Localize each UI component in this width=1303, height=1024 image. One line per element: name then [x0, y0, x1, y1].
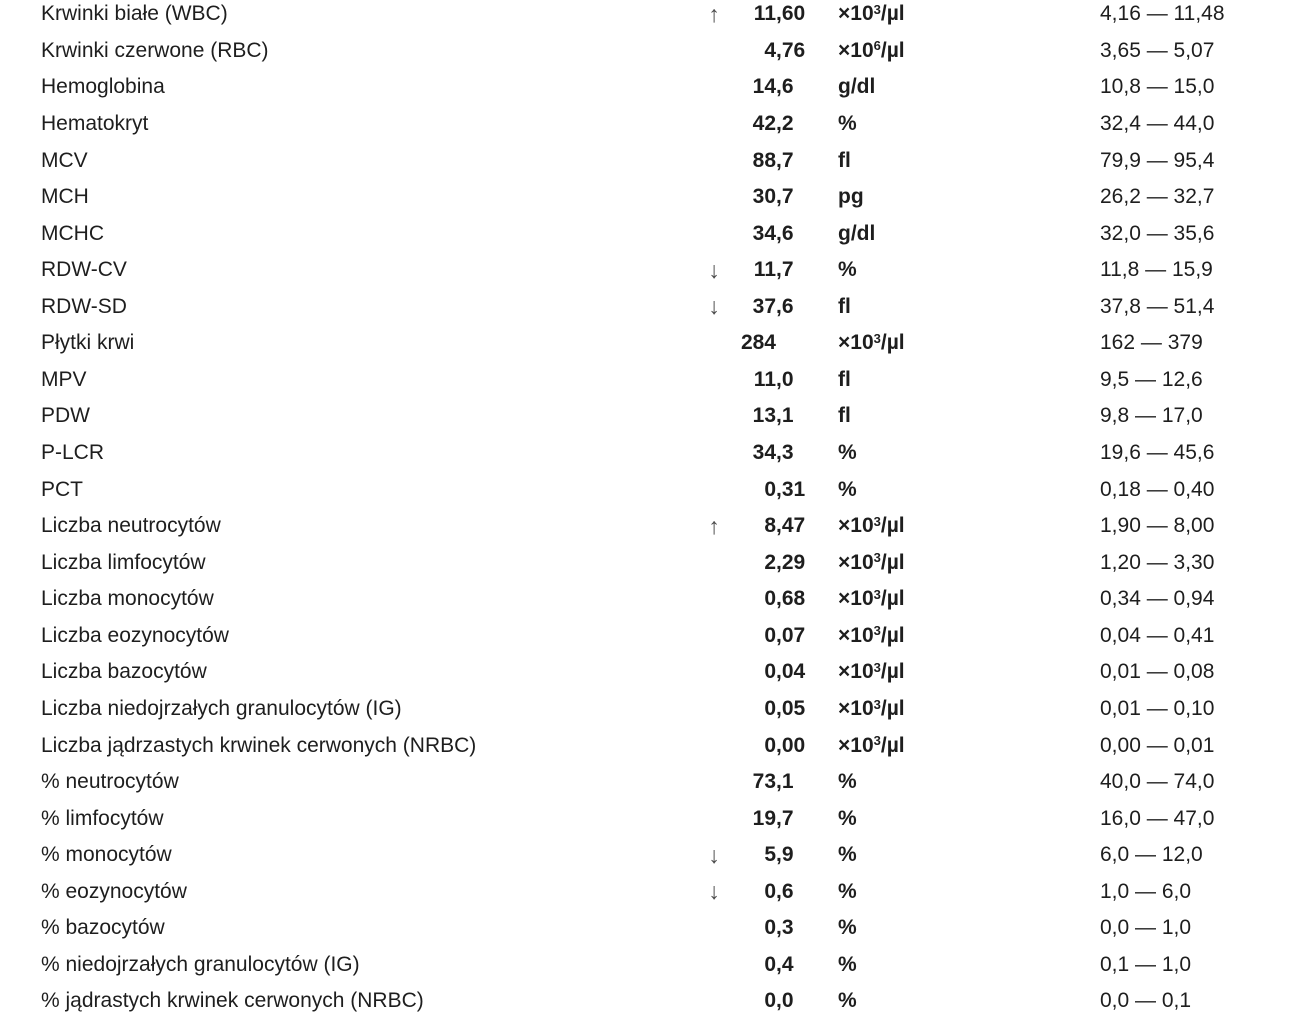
- result-unit: %: [838, 989, 857, 1013]
- result-value-integer-part: 0: [764, 477, 776, 501]
- parameter-name: % eozynocytów: [41, 879, 187, 903]
- result-unit: $\times 10^3/\mu l$: [838, 513, 905, 538]
- result-value: [728, 843, 838, 867]
- unit-exponent: 3: [873, 696, 881, 712]
- result-unit: %: [838, 843, 857, 867]
- result-value-decimal-part: ,04: [776, 660, 806, 684]
- result-unit: $\times 10^3/\mu l$: [838, 623, 905, 647]
- parameter-name: Krwinki białe (WBC): [41, 2, 228, 26]
- result-value-integer-part: 73: [752, 770, 776, 794]
- result-unit: pg: [838, 185, 864, 209]
- result-unit: $\times 10^3/\mu l$: [838, 1, 905, 26]
- result-unit: %: [838, 441, 857, 465]
- result-value-decimal-part: ,7: [776, 185, 794, 209]
- table-row: [0, 910, 1303, 947]
- reference-range: 0,00 — 0,01: [1100, 733, 1215, 757]
- result-unit: fl: [838, 367, 851, 391]
- result-value: [728, 989, 838, 1013]
- result-value-decimal-part: ,6: [776, 75, 794, 99]
- reference-range: 0,1 — 1,0: [1100, 952, 1192, 976]
- result-unit: %: [838, 879, 857, 903]
- parameter-name: MPV: [41, 367, 87, 391]
- result-value: [728, 551, 838, 575]
- result-unit: %: [838, 916, 857, 940]
- result-value-decimal-part: ,9: [776, 843, 794, 867]
- result-value-integer-part: 0: [764, 989, 776, 1013]
- result-value: [728, 2, 838, 26]
- result-value-integer-part: 37: [752, 294, 776, 318]
- result-value-decimal-part: ,6: [776, 879, 794, 903]
- reference-range: 162 — 379: [1100, 331, 1203, 355]
- result-unit: $\times 10^3/\mu l$: [838, 659, 905, 684]
- result-value-integer-part: 0: [764, 660, 776, 684]
- result-value-integer-part: 88: [752, 148, 776, 172]
- parameter-name: Liczba neutrocytów: [41, 514, 221, 538]
- table-row: [0, 215, 1303, 252]
- reference-range: 0,34 — 0,94: [1100, 587, 1215, 611]
- result-value-decimal-part: ,31: [776, 477, 806, 501]
- table-row: [0, 142, 1303, 179]
- table-row: [0, 508, 1303, 545]
- result-value-integer-part: 0: [764, 733, 776, 757]
- reference-range: 32,0 — 35,6: [1100, 221, 1215, 245]
- reference-range: 1,20 — 3,30: [1100, 550, 1215, 574]
- reference-range: 1,90 — 8,00: [1100, 514, 1215, 538]
- table-row: [0, 947, 1303, 984]
- result-value: [728, 697, 838, 721]
- table-row: [0, 618, 1303, 655]
- flag-arrow-down-icon: ↓: [708, 841, 720, 868]
- parameter-name: % jądrastych krwinek cerwonych (NRBC): [41, 989, 424, 1013]
- parameter-name: P-LCR: [41, 441, 105, 465]
- parameter-name: % bazocytów: [41, 916, 165, 940]
- parameter-name: Liczba limfocytów: [41, 550, 206, 574]
- result-value-integer-part: 284: [740, 331, 776, 355]
- result-value-decimal-part: ,0: [776, 989, 794, 1013]
- reference-range: 9,5 — 12,6: [1100, 367, 1203, 391]
- result-value-decimal-part: ,05: [776, 696, 806, 720]
- result-value: [728, 807, 838, 831]
- result-unit: %: [838, 770, 857, 794]
- result-value-integer-part: 2: [764, 550, 776, 574]
- result-value: [728, 404, 838, 428]
- result-unit: fl: [838, 404, 851, 428]
- table-row: [0, 0, 1303, 33]
- result-value-integer-part: 4: [764, 38, 776, 62]
- reference-range: 0,01 — 0,10: [1100, 696, 1215, 720]
- table-row: [0, 69, 1303, 106]
- result-value: [728, 734, 838, 758]
- result-value-integer-part: 0: [764, 587, 776, 611]
- result-value: [728, 770, 838, 794]
- result-value: [728, 624, 838, 648]
- result-unit: %: [838, 258, 857, 282]
- result-value-decimal-part: [776, 331, 838, 355]
- result-unit: %: [838, 477, 857, 501]
- unit-exponent: 3: [873, 550, 881, 566]
- result-value-decimal-part: ,7: [776, 258, 794, 282]
- table-row: [0, 398, 1303, 435]
- result-unit: $\times 10^3/\mu l$: [838, 696, 905, 720]
- result-value: [728, 514, 838, 538]
- result-unit: %: [838, 111, 857, 135]
- table-row: [0, 362, 1303, 399]
- result-value-integer-part: 19: [752, 806, 776, 830]
- result-value-integer-part: 0: [764, 879, 776, 903]
- parameter-name: RDW-CV: [41, 258, 127, 282]
- reference-range: 79,9 — 95,4: [1100, 148, 1215, 172]
- result-unit: g/dl: [838, 75, 876, 99]
- result-value-decimal-part: ,00: [776, 733, 806, 757]
- table-row: [0, 874, 1303, 911]
- result-value: [728, 295, 838, 319]
- result-value-decimal-part: ,6: [776, 221, 794, 245]
- result-unit: fl: [838, 294, 851, 318]
- result-value-decimal-part: ,07: [776, 623, 806, 647]
- parameter-name: RDW-SD: [41, 294, 127, 318]
- flag-arrow-down-icon: ↓: [708, 293, 720, 320]
- reference-range: 6,0 — 12,0: [1100, 843, 1203, 867]
- result-value: [728, 587, 838, 611]
- result-value-decimal-part: ,68: [776, 587, 806, 611]
- result-value-decimal-part: ,60: [776, 2, 806, 26]
- table-row: [0, 691, 1303, 728]
- result-value: [728, 222, 838, 246]
- result-unit: $\times 10^6/\mu l$: [838, 38, 905, 62]
- result-value-integer-part: 14: [752, 75, 776, 99]
- reference-range: 0,0 — 0,1: [1100, 989, 1192, 1013]
- reference-range: 1,0 — 6,0: [1100, 879, 1192, 903]
- result-value-decimal-part: ,7: [776, 148, 794, 172]
- parameter-name: Krwinki czerwone (RBC): [41, 38, 269, 62]
- parameter-name: % neutrocytów: [41, 770, 179, 794]
- result-value-decimal-part: ,2: [776, 111, 794, 135]
- result-value-decimal-part: ,3: [776, 916, 794, 940]
- reference-range: 26,2 — 32,7: [1100, 185, 1215, 209]
- table-row: [0, 106, 1303, 143]
- result-unit: fl: [838, 148, 851, 172]
- result-value: [728, 953, 838, 977]
- table-row: [0, 983, 1303, 1020]
- parameter-name: Liczba monocytów: [41, 587, 214, 611]
- parameter-name: % niedojrzałych granulocytów (IG): [41, 952, 360, 976]
- parameter-name: MCV: [41, 148, 88, 172]
- result-value-integer-part: 11: [753, 367, 776, 391]
- result-value: [728, 916, 838, 940]
- reference-range: 0,04 — 0,41: [1100, 623, 1215, 647]
- flag-arrow-down-icon: ↓: [708, 878, 720, 905]
- table-row: [0, 179, 1303, 216]
- result-value: [728, 185, 838, 209]
- result-value-decimal-part: ,6: [776, 294, 794, 318]
- result-value-decimal-part: ,1: [776, 404, 794, 428]
- reference-range: 3,65 — 5,07: [1100, 38, 1215, 62]
- parameter-name: MCHC: [41, 221, 104, 245]
- result-unit: g/dl: [838, 221, 876, 245]
- result-value-decimal-part: ,47: [776, 514, 806, 538]
- parameter-name: % monocytów: [41, 843, 172, 867]
- reference-range: 0,18 — 0,40: [1100, 477, 1215, 501]
- result-value-integer-part: 34: [752, 221, 776, 245]
- table-row: [0, 654, 1303, 691]
- table-row: [0, 325, 1303, 362]
- table-row: [0, 837, 1303, 874]
- table-row: [0, 435, 1303, 472]
- reference-range: 10,8 — 15,0: [1100, 75, 1215, 99]
- reference-range: 19,6 — 45,6: [1100, 441, 1215, 465]
- unit-exponent: 3: [873, 1, 881, 17]
- unit-exponent: 3: [873, 330, 881, 346]
- result-value-decimal-part: ,76: [776, 38, 806, 62]
- result-value-integer-part: 30: [752, 185, 776, 209]
- result-value-integer-part: 13: [752, 404, 776, 428]
- result-unit: $\times 10^3/\mu l$: [838, 733, 905, 757]
- reference-range: 4,16 — 11,48: [1100, 2, 1225, 26]
- result-value-integer-part: 42: [752, 111, 776, 135]
- unit-exponent: 3: [873, 513, 881, 529]
- parameter-name: Liczba jądrzastych krwinek cerwonych (NRBC): [41, 733, 477, 757]
- result-unit: $\times 10^3/\mu l$: [838, 586, 905, 611]
- unit-exponent: 6: [873, 38, 881, 54]
- reference-range: 0,01 — 0,08: [1100, 660, 1215, 684]
- unit-exponent: 3: [873, 659, 881, 675]
- result-value: [728, 368, 838, 392]
- result-unit: $\times 10^3/\mu l$: [838, 330, 905, 355]
- result-value-integer-part: 0: [764, 952, 776, 976]
- result-value: [728, 331, 838, 355]
- unit-exponent: 3: [873, 623, 881, 639]
- parameter-name: Liczba eozynocytów: [41, 623, 229, 647]
- result-value-integer-part: 34: [752, 441, 776, 465]
- parameter-name: Płytki krwi: [41, 331, 135, 355]
- table-row: [0, 800, 1303, 837]
- parameter-name: MCH: [41, 185, 89, 209]
- result-value: [728, 39, 838, 63]
- result-value-integer-part: 8: [764, 514, 776, 538]
- result-value: [728, 149, 838, 173]
- reference-range: 40,0 — 74,0: [1100, 770, 1215, 794]
- reference-range: 16,0 — 47,0: [1100, 806, 1215, 830]
- table-row: [0, 252, 1303, 289]
- result-value-integer-part: 0: [764, 916, 776, 940]
- result-unit: %: [838, 806, 857, 830]
- unit-exponent: 3: [873, 586, 881, 602]
- result-value-integer-part: 11: [753, 2, 776, 26]
- table-row: [0, 289, 1303, 326]
- parameter-name: PCT: [41, 477, 83, 501]
- result-value-integer-part: 0: [764, 696, 776, 720]
- table-row: [0, 33, 1303, 70]
- result-value-decimal-part: ,29: [776, 550, 806, 574]
- flag-arrow-up-icon: ↑: [708, 0, 720, 27]
- result-value-decimal-part: ,1: [776, 770, 794, 794]
- result-value: [728, 660, 838, 684]
- result-unit: $\times 10^3/\mu l$: [838, 550, 905, 574]
- parameter-name: % limfocytów: [41, 806, 164, 830]
- unit-exponent: 3: [873, 733, 881, 749]
- result-value-integer-part: 5: [764, 843, 776, 867]
- result-value: [728, 112, 838, 136]
- reference-range: 37,8 — 51,4: [1100, 294, 1215, 318]
- result-value: [728, 75, 838, 99]
- table-row: [0, 471, 1303, 508]
- flag-arrow-down-icon: ↓: [708, 256, 720, 283]
- flag-arrow-up-icon: ↑: [708, 512, 720, 539]
- reference-range: 9,8 — 17,0: [1100, 404, 1203, 428]
- parameter-name: Hematokryt: [41, 111, 149, 135]
- parameter-name: Liczba niedojrzałych granulocytów (IG): [41, 696, 402, 720]
- parameter-name: PDW: [41, 404, 90, 428]
- result-value-decimal-part: ,7: [776, 806, 794, 830]
- reference-range: 11,8 — 15,9: [1100, 258, 1213, 282]
- parameter-name: Hemoglobina: [41, 75, 165, 99]
- result-value: [728, 258, 838, 282]
- result-value: [728, 441, 838, 465]
- result-value-decimal-part: ,0: [776, 367, 794, 391]
- result-value-decimal-part: ,4: [776, 952, 794, 976]
- table-row: [0, 727, 1303, 764]
- result-value: [728, 880, 838, 904]
- table-row: [0, 581, 1303, 618]
- reference-range: 0,0 — 1,0: [1100, 916, 1192, 940]
- result-value-integer-part: 11: [753, 258, 776, 282]
- result-value-decimal-part: ,3: [776, 441, 794, 465]
- parameter-name: Liczba bazocytów: [41, 660, 207, 684]
- table-row: [0, 764, 1303, 801]
- table-row: [0, 544, 1303, 581]
- result-value: [728, 478, 838, 502]
- result-value-integer-part: 0: [764, 623, 776, 647]
- result-unit: %: [838, 952, 857, 976]
- reference-range: 32,4 — 44,0: [1100, 111, 1215, 135]
